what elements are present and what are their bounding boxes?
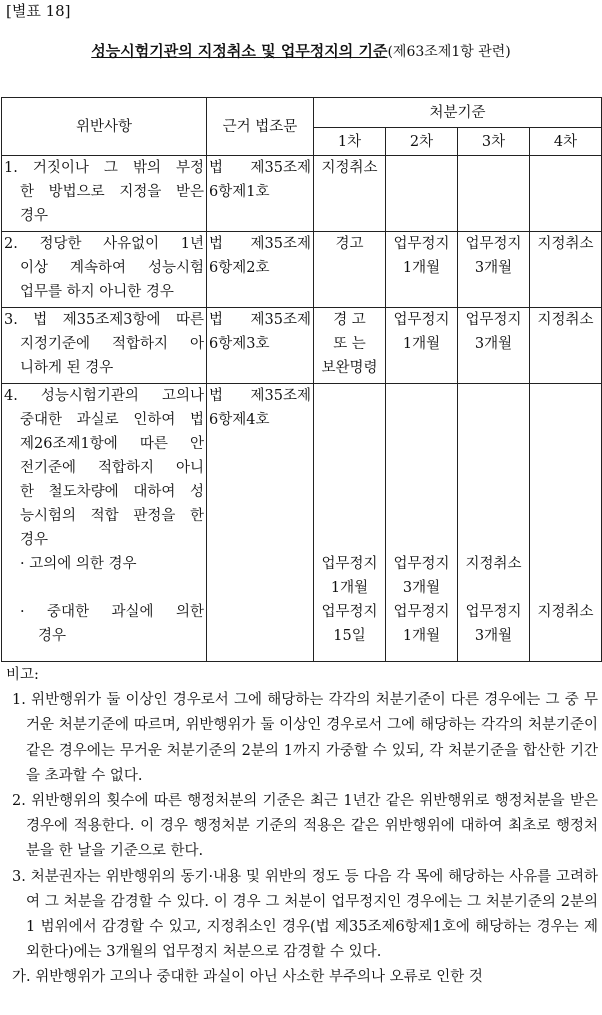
col-header-2nd: 2차 (386, 128, 458, 156)
col-header-law: 근거 법조문 (207, 98, 314, 156)
sub-item-negligence: · 중대한 과실에 의한 (20, 604, 204, 620)
disposition-3rd: 업무정지 3개월 (458, 308, 530, 384)
disposition-3rd: 업무정지 3개월 (458, 232, 530, 308)
disposition-3rd: 지정취소 업무정지 3개월 (458, 384, 530, 662)
violation-cell: 1. 거짓이나 그 밖의 부정 한 방법으로 지정을 받은 경우 (2, 156, 207, 232)
disposition-2nd: 업무정지 3개월 업무정지 1개월 (386, 384, 458, 662)
law-cell: 법 제35조제 6항제1호 (207, 156, 314, 232)
disposition-4th: 지정취소 (530, 308, 602, 384)
table-row (2, 308, 602, 384)
disposition-1st: 지정취소 (314, 156, 386, 232)
table-row (2, 232, 602, 308)
notes-section (6, 663, 598, 991)
notes-label: 비고: (6, 667, 39, 683)
col-header-disposition: 처분기준 (314, 98, 602, 128)
violation-cell: 4. 성능시험기관의 고의나 중대한 과실로 인하여 법 제26조제1항에 따른 안 전기준에 적합하지 아니 한 철도차량에 대하여 성 능시험의 적합 판정을 한 경우 · 고의에 의한 경우 · 중대한 과실에 의한 경우 (2, 384, 207, 662)
law-cell: 법 제35조제 6항제2호 (207, 232, 314, 308)
disposition-2nd (386, 156, 458, 232)
table-row (2, 384, 602, 662)
header-row-1 (2, 98, 602, 128)
violation-cell: 2. 정당한 사유없이 1년 이상 계속하여 성능시험 업무를 하지 아니한 경우 (2, 232, 207, 308)
law-cell: 법 제35조제 6항제4호 (207, 384, 314, 662)
law-cell: 법 제35조제 6항제3호 (207, 308, 314, 384)
col-header-3rd: 3차 (458, 128, 530, 156)
violation-cell: 3. 법 제35조제3항에 따른 지정기준에 적합하지 아 니하게 된 경우 (2, 308, 207, 384)
document-title: 성능시험기관의 지정취소 및 업무정지의 기준 (91, 42, 388, 60)
title-line (0, 40, 602, 61)
note-item-1: 1. 위반행위가 둘 이상인 경우로서 그에 해당하는 각각의 처분기준이 다른 경우에는 그 중 무거운 처분기준에 따르며, 위반행위가 둘 이상인 경우로서 그에 해당하는 각각의 처분기준이 같은 경우에는 무거운 처분기준의 2분의 1까지 가중할 수 있되, 각 처분기준을 합산한 기간을 초과할 수 없다. (12, 692, 598, 784)
col-header-1st: 1차 (314, 128, 386, 156)
note-item-2: 2. 위반행위의 횟수에 따른 행정처분의 기준은 최근 1년간 같은 위반행위로 행정처분을 받은 경우에 적용한다. 이 경우 행정처분 기준의 적용은 같은 위반행위에 대하여 최초로 행정처분을 한 날을 기준으로 한다. (12, 793, 598, 860)
disposition-4th: 지정취소 (530, 232, 602, 308)
note-item-3a: 가. 위반행위가 고의나 중대한 과실이 아닌 사소한 부주의나 오류로 인한 것 (12, 969, 483, 986)
disposition-3rd (458, 156, 530, 232)
disposition-2nd: 업무정지 1개월 (386, 308, 458, 384)
disposition-1st: 경 고 또 는 보완명령 (314, 308, 386, 384)
disposition-1st: 업무정지 1개월 업무정지 15일 (314, 384, 386, 662)
disposition-4th: 지정취소 (530, 384, 602, 662)
disposition-table (1, 97, 602, 662)
sub-item-intentional: · 고의에 의한 경우 (20, 556, 137, 572)
annex-label: [별표 18] (6, 2, 71, 20)
col-header-violation: 위반사항 (2, 98, 207, 156)
table-row (2, 156, 602, 232)
note-item-3: 3. 처분권자는 위반행위의 동기·내용 및 위반의 정도 등 다음 각 목에 해당하는 사유를 고려하여 그 처분을 감경할 수 있다. 이 경우 그 처분이 업무정지인 경우에는 그 처분기준의 2분의 1 범위에서 감경할 수 있고, 지정취소인 경우(법 제35조제6항제1호에 해당하는 경우는 제외한다)에는 3개월의 업무정지 처분으로 감경할 수 있다. (12, 868, 598, 961)
disposition-4th (530, 156, 602, 232)
disposition-1st: 경고 (314, 232, 386, 308)
disposition-2nd: 업무정지 1개월 (386, 232, 458, 308)
col-header-4th: 4차 (530, 128, 602, 156)
title-reference: (제63조제1항 관련) (387, 44, 511, 60)
